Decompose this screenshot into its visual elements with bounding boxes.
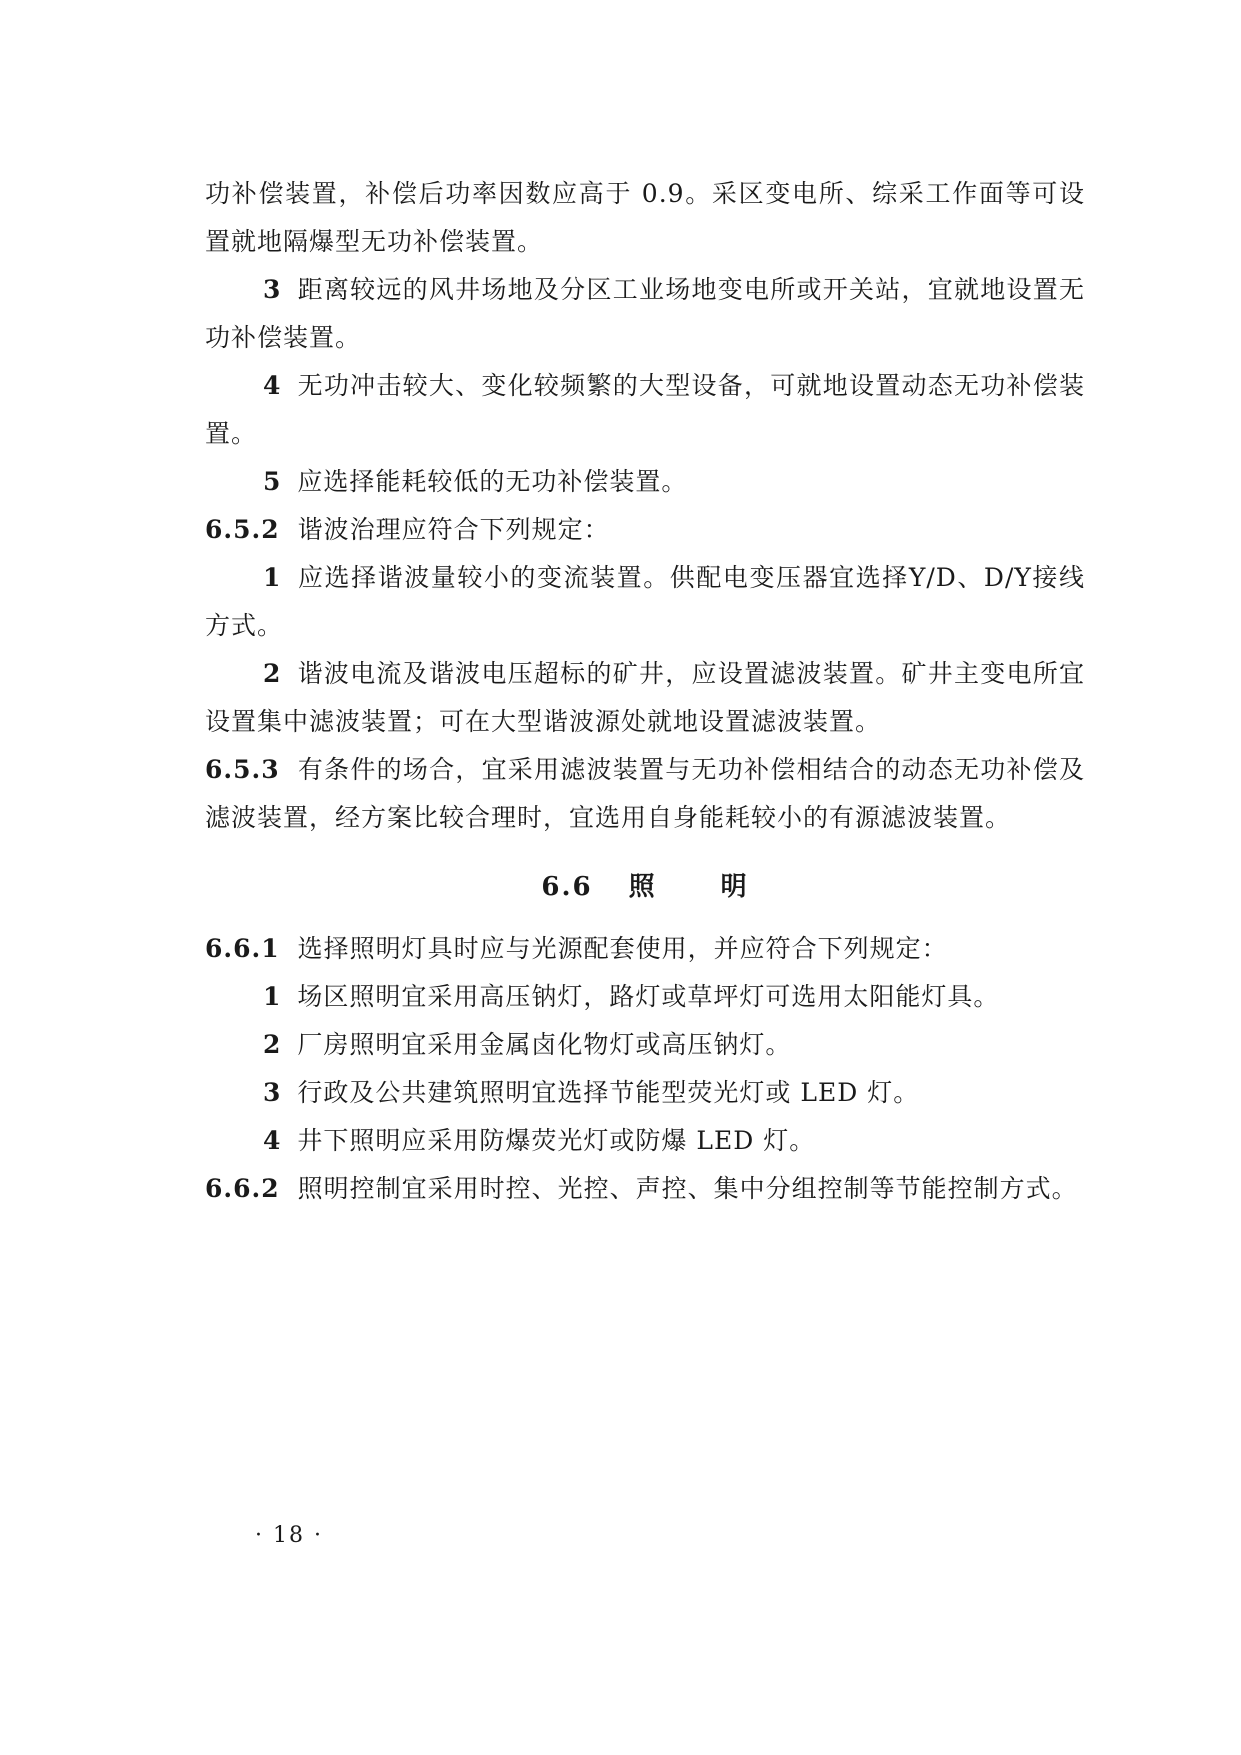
clause-6-5-2-item-1 <box>205 554 1085 650</box>
clause-6-6-1 <box>205 925 1085 973</box>
section-title-char-2: 明 <box>720 872 749 902</box>
item-number: 4 <box>263 1126 282 1155</box>
clause-6-6-1-item-2 <box>205 1021 1085 1069</box>
clause-number: 6.6.2 <box>205 1174 280 1203</box>
clause-number: 6.5.2 <box>205 515 280 544</box>
clause-text: 谐波治理应符合下列规定： <box>297 515 610 544</box>
item-text: 应选择能耗较低的无功补偿装置。 <box>297 467 688 496</box>
item-text: 厂房照明宜采用金属卤化物灯或高压钠灯。 <box>297 1030 792 1059</box>
item-number: 3 <box>263 1078 282 1107</box>
clause-6-5-3 <box>205 746 1085 842</box>
clause-number: 6.6.1 <box>205 934 280 963</box>
section-number: 6.6 <box>541 872 593 902</box>
page-content <box>205 170 1085 1213</box>
item-text: 距离较远的风井场地及分区工业场地变电所或开关站，宜就地设置无功补偿装置。 <box>205 275 1085 352</box>
clause-number: 6.5.3 <box>205 755 280 784</box>
clause-6-5-2 <box>205 506 1085 554</box>
clause-text: 有条件的场合，宜采用滤波装置与无功补偿相结合的动态无功补偿及滤波装置，经方案比较合理时，宜选用自身能耗较小的有源滤波装置。 <box>205 755 1085 832</box>
item-number: 4 <box>263 371 282 400</box>
clause-6-6-1-item-3 <box>205 1069 1085 1117</box>
item-text: 井下照明应采用防爆荧光灯或防爆 LED 灯。 <box>297 1126 816 1155</box>
clause-6-5-2-item-2 <box>205 650 1085 746</box>
list-item-3 <box>205 266 1085 362</box>
item-number: 5 <box>263 467 282 496</box>
item-number: 2 <box>263 659 282 688</box>
item-text: 行政及公共建筑照明宜选择节能型荧光灯或 LED 灯。 <box>297 1078 920 1107</box>
item-number: 3 <box>263 275 282 304</box>
clause-6-6-1-item-1 <box>205 973 1085 1021</box>
section-heading <box>205 866 1085 903</box>
paragraph-text: 功补偿装置，补偿后功率因数应高于 0.9。采区变电所、综采工作面等可设置就地隔爆型无功补偿装置。 <box>205 179 1085 256</box>
section-title-char-1: 照 <box>628 872 657 902</box>
page-number: · 18 · <box>255 1523 323 1548</box>
item-number: 1 <box>263 982 282 1011</box>
list-item-5 <box>205 458 1085 506</box>
paragraph-continued <box>205 170 1085 266</box>
list-item-4 <box>205 362 1085 458</box>
item-number: 2 <box>263 1030 282 1059</box>
clause-text: 照明控制宜采用时控、光控、声控、集中分组控制等节能控制方式。 <box>297 1174 1078 1203</box>
clause-6-6-1-item-4 <box>205 1117 1085 1165</box>
item-text: 无功冲击较大、变化较频繁的大型设备，可就地设置动态无功补偿装置。 <box>205 371 1085 448</box>
clause-6-6-2 <box>205 1165 1085 1213</box>
clause-text: 选择照明灯具时应与光源配套使用，并应符合下列规定： <box>297 934 948 963</box>
item-text: 应选择谐波量较小的变流装置。供配电变压器宜选择Y/D、D/Y接线方式。 <box>205 563 1085 640</box>
item-number: 1 <box>263 563 282 592</box>
item-text: 场区照明宜采用高压钠灯，路灯或草坪灯可选用太阳能灯具。 <box>297 982 1000 1011</box>
item-text: 谐波电流及谐波电压超标的矿井，应设置滤波装置。矿井主变电所宜设置集中滤波装置；可在大型谐波源处就地设置滤波装置。 <box>205 659 1085 736</box>
